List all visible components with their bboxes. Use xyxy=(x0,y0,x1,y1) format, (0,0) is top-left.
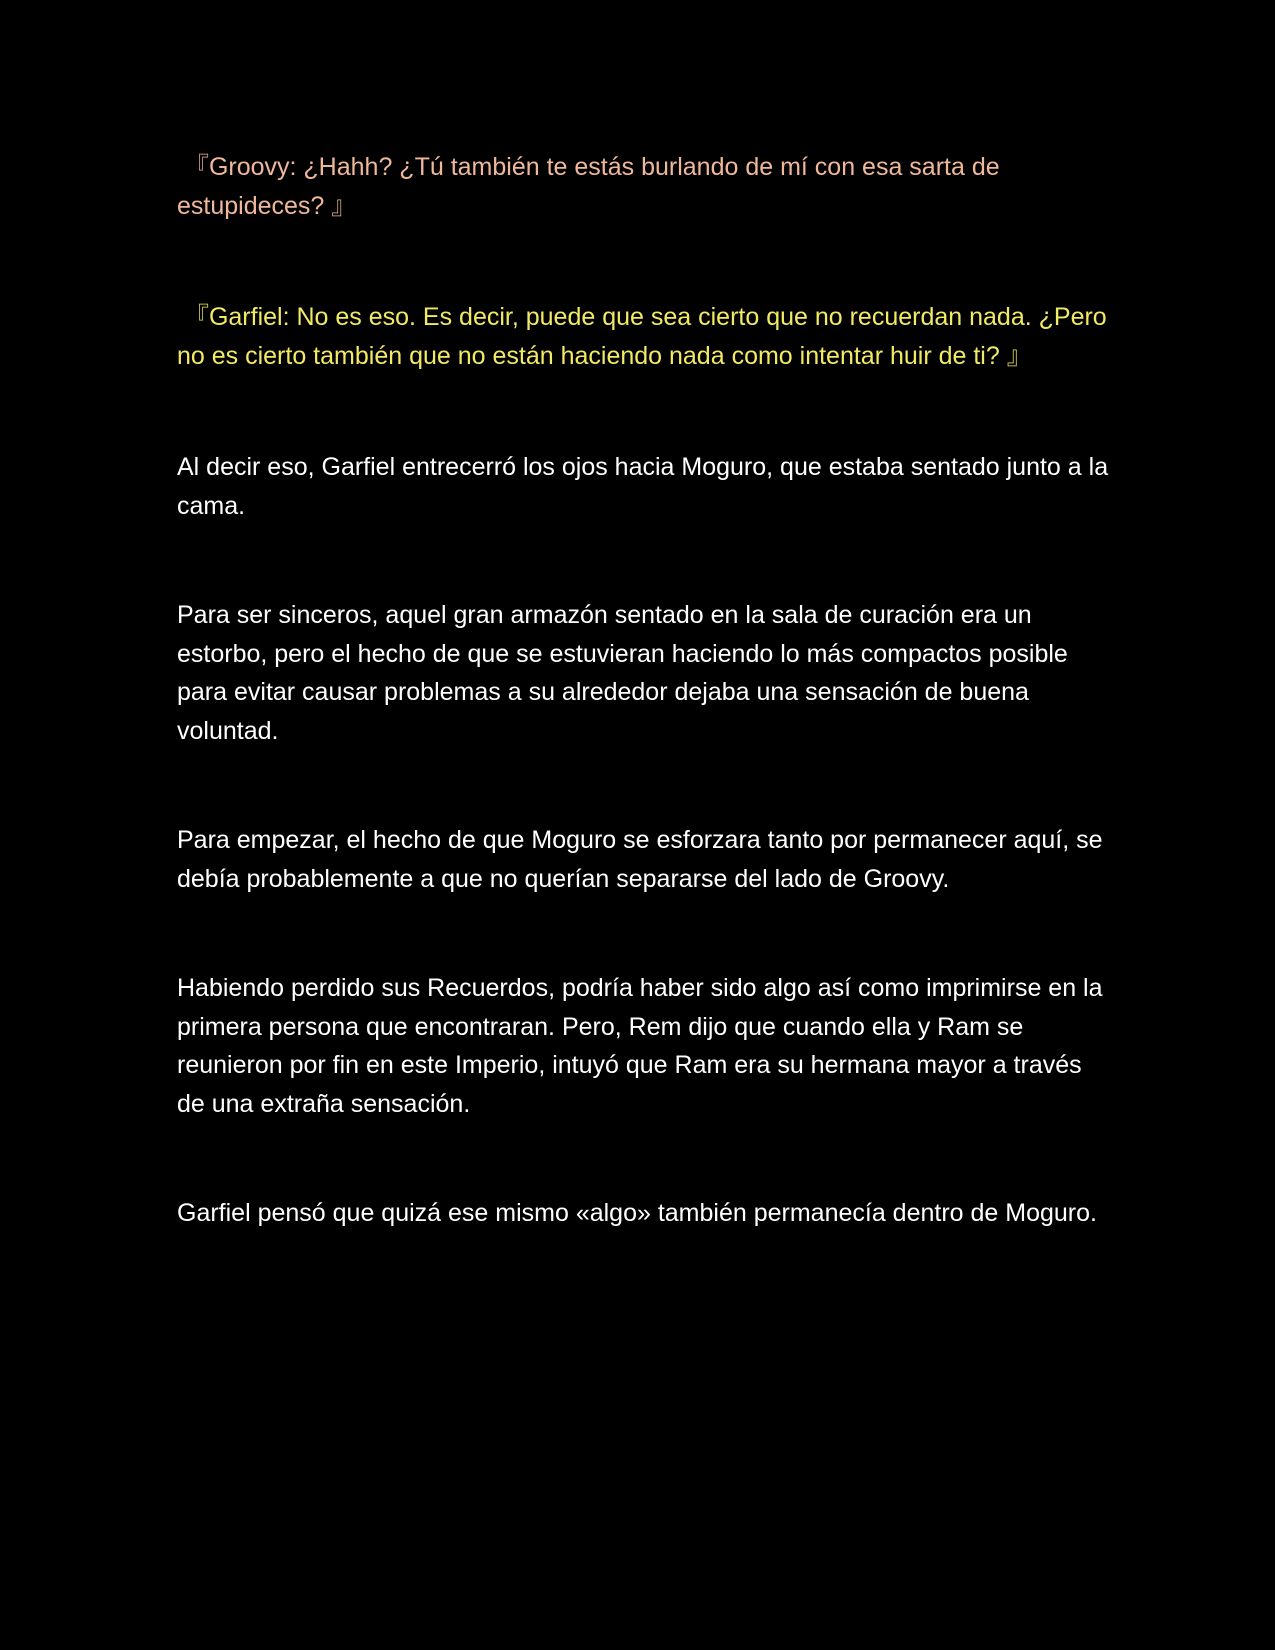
dialog-garfiel: 『Garfiel: No es eso. Es decir, puede que sea cierto que no recuerdan nada. ¿Pero no es cierto también que no están haciendo nada como intentar huir de ti? 』 xyxy=(177,303,1107,370)
narration-paragraph-4: Habiendo perdido sus Recuerdos, podría haber sido algo así como imprimirse en la primera persona que encontraran. Pero, Rem dijo que cuando ella y Ram se reunieron por fin en este Imperio, intuyó que Ram era su hermana mayor a través de una extraña sensación. xyxy=(177,974,1103,1118)
narration-paragraph-2: Para ser sinceros, aquel gran armazón sentado en la sala de curación era un estorbo, pero el hecho de que se estuvieran haciendo lo más compactos posible para evitar causar problemas a su alrededor dejaba una sensación de buena voluntad. xyxy=(177,601,1068,745)
narration-paragraph-1: Al decir eso, Garfiel entrecerró los ojos hacia Moguro, que estaba sentado junto a la cama. xyxy=(177,453,1109,520)
narration-paragraph-3: Para empezar, el hecho de que Moguro se esforzara tanto por permanecer aquí, se debía probablemente a que no querían separarse del lado de Groovy. xyxy=(177,826,1103,893)
dialog-groovy: 『Groovy: ¿Hahh? ¿Tú también te estás burlando de mí con esa sarta de estupideces? 』 xyxy=(177,153,1000,220)
narration-paragraph-5: Garfiel pensó que quizá ese mismo «algo» también permanecía dentro de Moguro. xyxy=(177,1199,1097,1227)
document-page xyxy=(177,148,1112,1233)
